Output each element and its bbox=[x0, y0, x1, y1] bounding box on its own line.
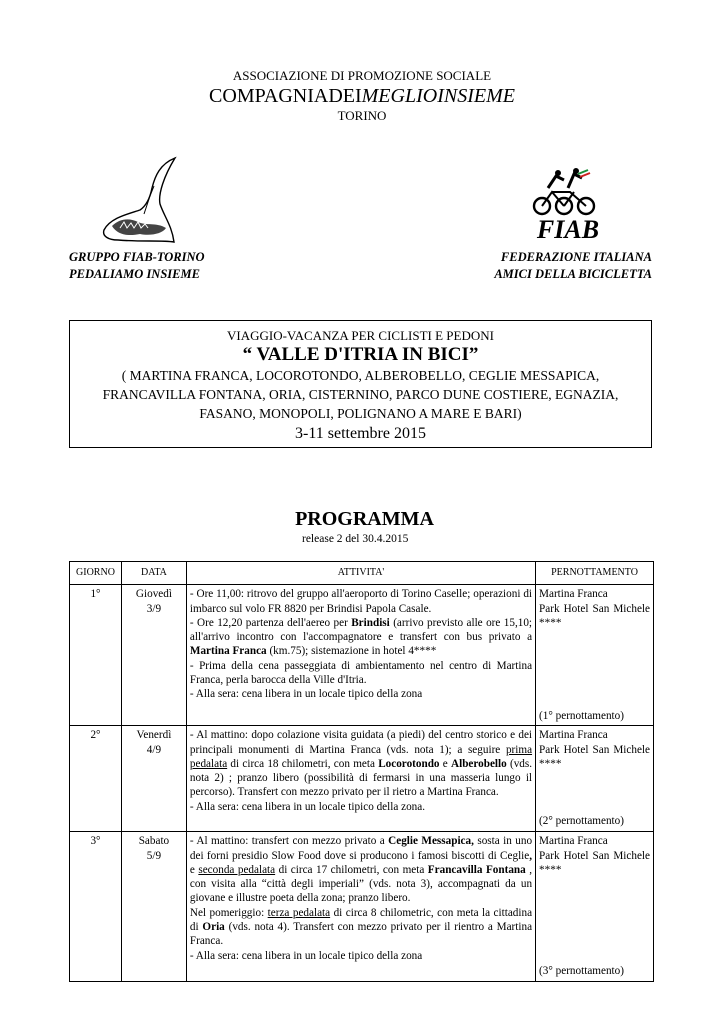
trip-dates: 3-11 settembre 2015 bbox=[295, 425, 426, 442]
table-row bbox=[70, 832, 654, 982]
cell-pernottamento: Martina Franca Park Hotel San Michele **** (2° pernottamento) bbox=[536, 726, 654, 832]
table-header-row bbox=[70, 562, 654, 585]
org-left: GRUPPO FIAB-TORINO PEDALIAMO INSIEME bbox=[69, 250, 205, 281]
cell-pernottamento: Martina Franca Park Hotel San Michele **** (3° pernottamento) bbox=[536, 832, 654, 982]
association-name: COMPAGNIADEIMEGLIOINSIEME bbox=[209, 85, 515, 107]
cell-data: Venerdì 4/9 bbox=[121, 726, 186, 832]
org-right: FEDERAZIONE ITALIANA AMICI DELLA BICICLETTA bbox=[494, 250, 652, 281]
header-attivita: ATTIVITA' bbox=[186, 562, 535, 585]
mole-antonelliana-logo bbox=[100, 156, 180, 246]
trip-places-2: FRANCAVILLA FONTANA, ORIA, CISTERNINO, PARCO DUNE COSTIERE, EGNAZIA, bbox=[102, 387, 619, 402]
table-row bbox=[70, 726, 654, 832]
cell-giorno: 3° bbox=[70, 832, 122, 982]
association-city: TORINO bbox=[337, 108, 387, 123]
header-data: DATA bbox=[121, 562, 186, 585]
cell-giorno: 2° bbox=[70, 726, 122, 832]
trip-subtitle: VIAGGIO-VACANZA PER CICLISTI E PEDONI bbox=[227, 328, 494, 343]
cell-pernottamento: Martina Franca Park Hotel San Michele **** (1° pernottamento) bbox=[536, 585, 654, 726]
trip-title-box bbox=[69, 320, 652, 448]
cell-data: Giovedì 3/9 bbox=[121, 585, 186, 726]
programme-title: PROGRAMMA bbox=[295, 508, 434, 530]
cell-attivita: - Al mattino: dopo colazione visita guidata (a piedi) del centro storico e dei principali monumenti di Martina Franca (vds. nota 1); a seguire prima pedalata di circa 18 chilometri, con meta Locorotondo e Alberobello (vds. nota 2) ; pranzo libero (possibilità di fermarsi in una masseria lungo il percorso). Transfert con mezzo privato per il rietro a Martina Franca. - Alla sera: cena libera in un locale tipico della zona. bbox=[186, 726, 535, 832]
fiab-cyclists-logo bbox=[528, 166, 608, 246]
cell-giorno: 1° bbox=[70, 585, 122, 726]
trip-places-1: ( MARTINA FRANCA, LOCOROTONDO, ALBEROBELLO, CEGLIE MESSAPICA, bbox=[121, 368, 600, 383]
header-giorno: GIORNO bbox=[70, 562, 122, 585]
svg-text:FIAB: FIAB bbox=[536, 215, 600, 244]
cell-attivita: - Ore 11,00: ritrovo del gruppo all'aeroporto di Torino Caselle; operazioni di imbarco sul volo FR 8820 per Brindisi Papola Casale. - Ore 12,20 partenza dell'aereo per Brindisi (arrivo previsto alle ore 15,10; all'arrivo incontro con l'accompagnatore e transfert con bus privato a Martina Franca (km.75); sistemazione in hotel 4**** - Prima della cena passeggiata di ambientamento nel centro di Martina Franca, perla barocca della Ville d'Itria. - Alla sera: cena libera in un locale tipico della zona bbox=[186, 585, 535, 726]
table-row bbox=[70, 585, 654, 726]
cell-data: Sabato 5/9 bbox=[121, 832, 186, 982]
trip-name: “ VALLE D'ITRIA IN BICI” bbox=[242, 344, 479, 365]
cell-attivita: - Al mattino: transfert con mezzo privato a Ceglie Messapica, sosta in uno dei forni presidio Slow Food dove si producono i famosi biscotti di Ceglie, e seconda pedalata di circa 17 chilometri, con meta Francavilla Fontana , con visita alla “città degli imperiali” (vds. nota 3), accompagnati da un giovane e illustre poeta della zona; pranzo libero. Nel pomeriggio: terza pedalata di circa 8 chilometric, con meta la cittadina di Oria (vds. nota 4). Transfert con mezzo privato per il rientro a Martina Franca. - Alla sera: cena libera in un locale tipico della zona bbox=[186, 832, 535, 982]
association-type: ASSOCIAZIONE DI PROMOZIONE SOCIALE bbox=[232, 68, 492, 83]
association-header bbox=[0, 68, 724, 124]
programme-release: release 2 del 30.4.2015 bbox=[302, 533, 409, 545]
programme-table bbox=[69, 561, 654, 982]
trip-places-3: FASANO, MONOPOLI, POLIGNANO A MARE E BARI) bbox=[199, 406, 522, 421]
header-pernottamento: PERNOTTAMENTO bbox=[536, 562, 654, 585]
